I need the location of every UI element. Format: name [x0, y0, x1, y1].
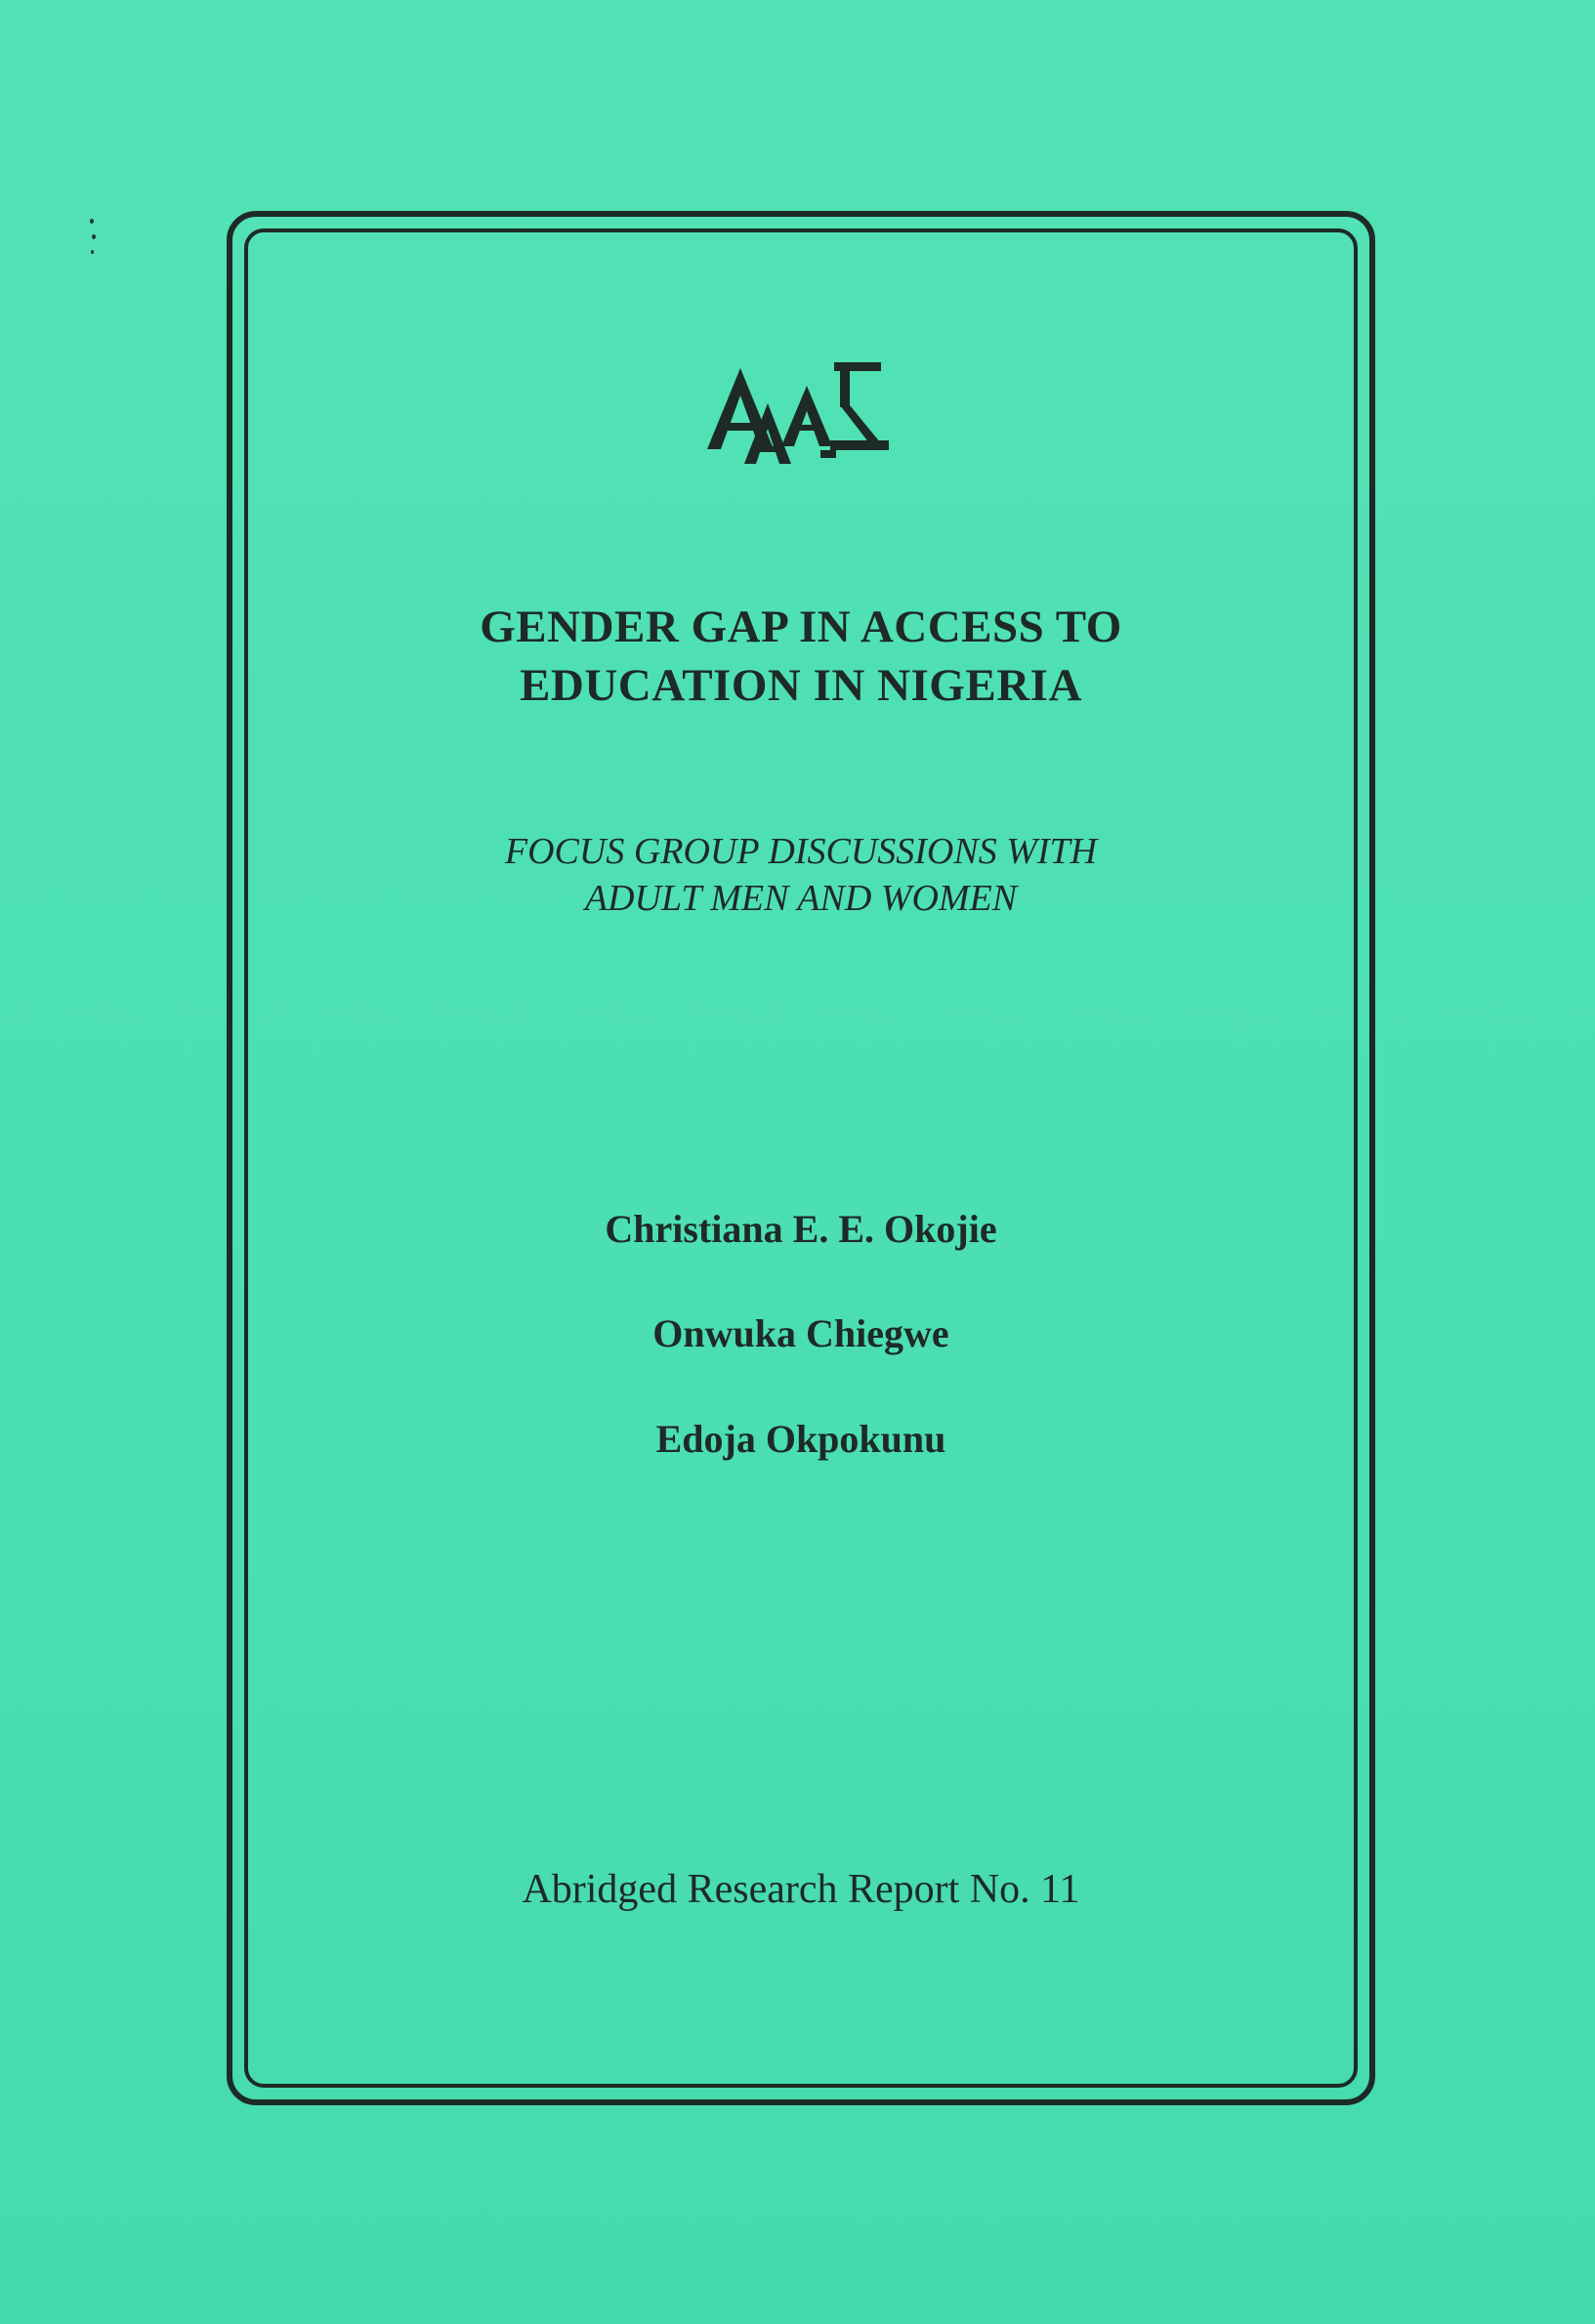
- subtitle-line: ADULT MEN AND WOMEN: [584, 878, 1018, 919]
- paper-speck: [90, 219, 94, 224]
- aaps-logo-icon: [705, 347, 910, 474]
- title-line: GENDER GAP IN ACCESS TO: [480, 602, 1122, 652]
- title-line: EDUCATION IN NIGERIA: [520, 660, 1082, 711]
- report-subtitle: [244, 828, 1358, 922]
- report-title: [244, 598, 1358, 715]
- author-name: Onwuka Chiegwe: [652, 1311, 949, 1355]
- report-series-number: Abridged Research Report No. 11: [522, 1867, 1080, 1912]
- paper-speck: [91, 250, 94, 254]
- author-name: Edoja Okpokunu: [655, 1417, 946, 1461]
- inner-border-frame: [244, 228, 1358, 2088]
- subtitle-line: FOCUS GROUP DISCUSSIONS WITH: [504, 831, 1098, 872]
- author-name: Christiana E. E. Okojie: [605, 1207, 997, 1251]
- paper-speck: [92, 234, 96, 239]
